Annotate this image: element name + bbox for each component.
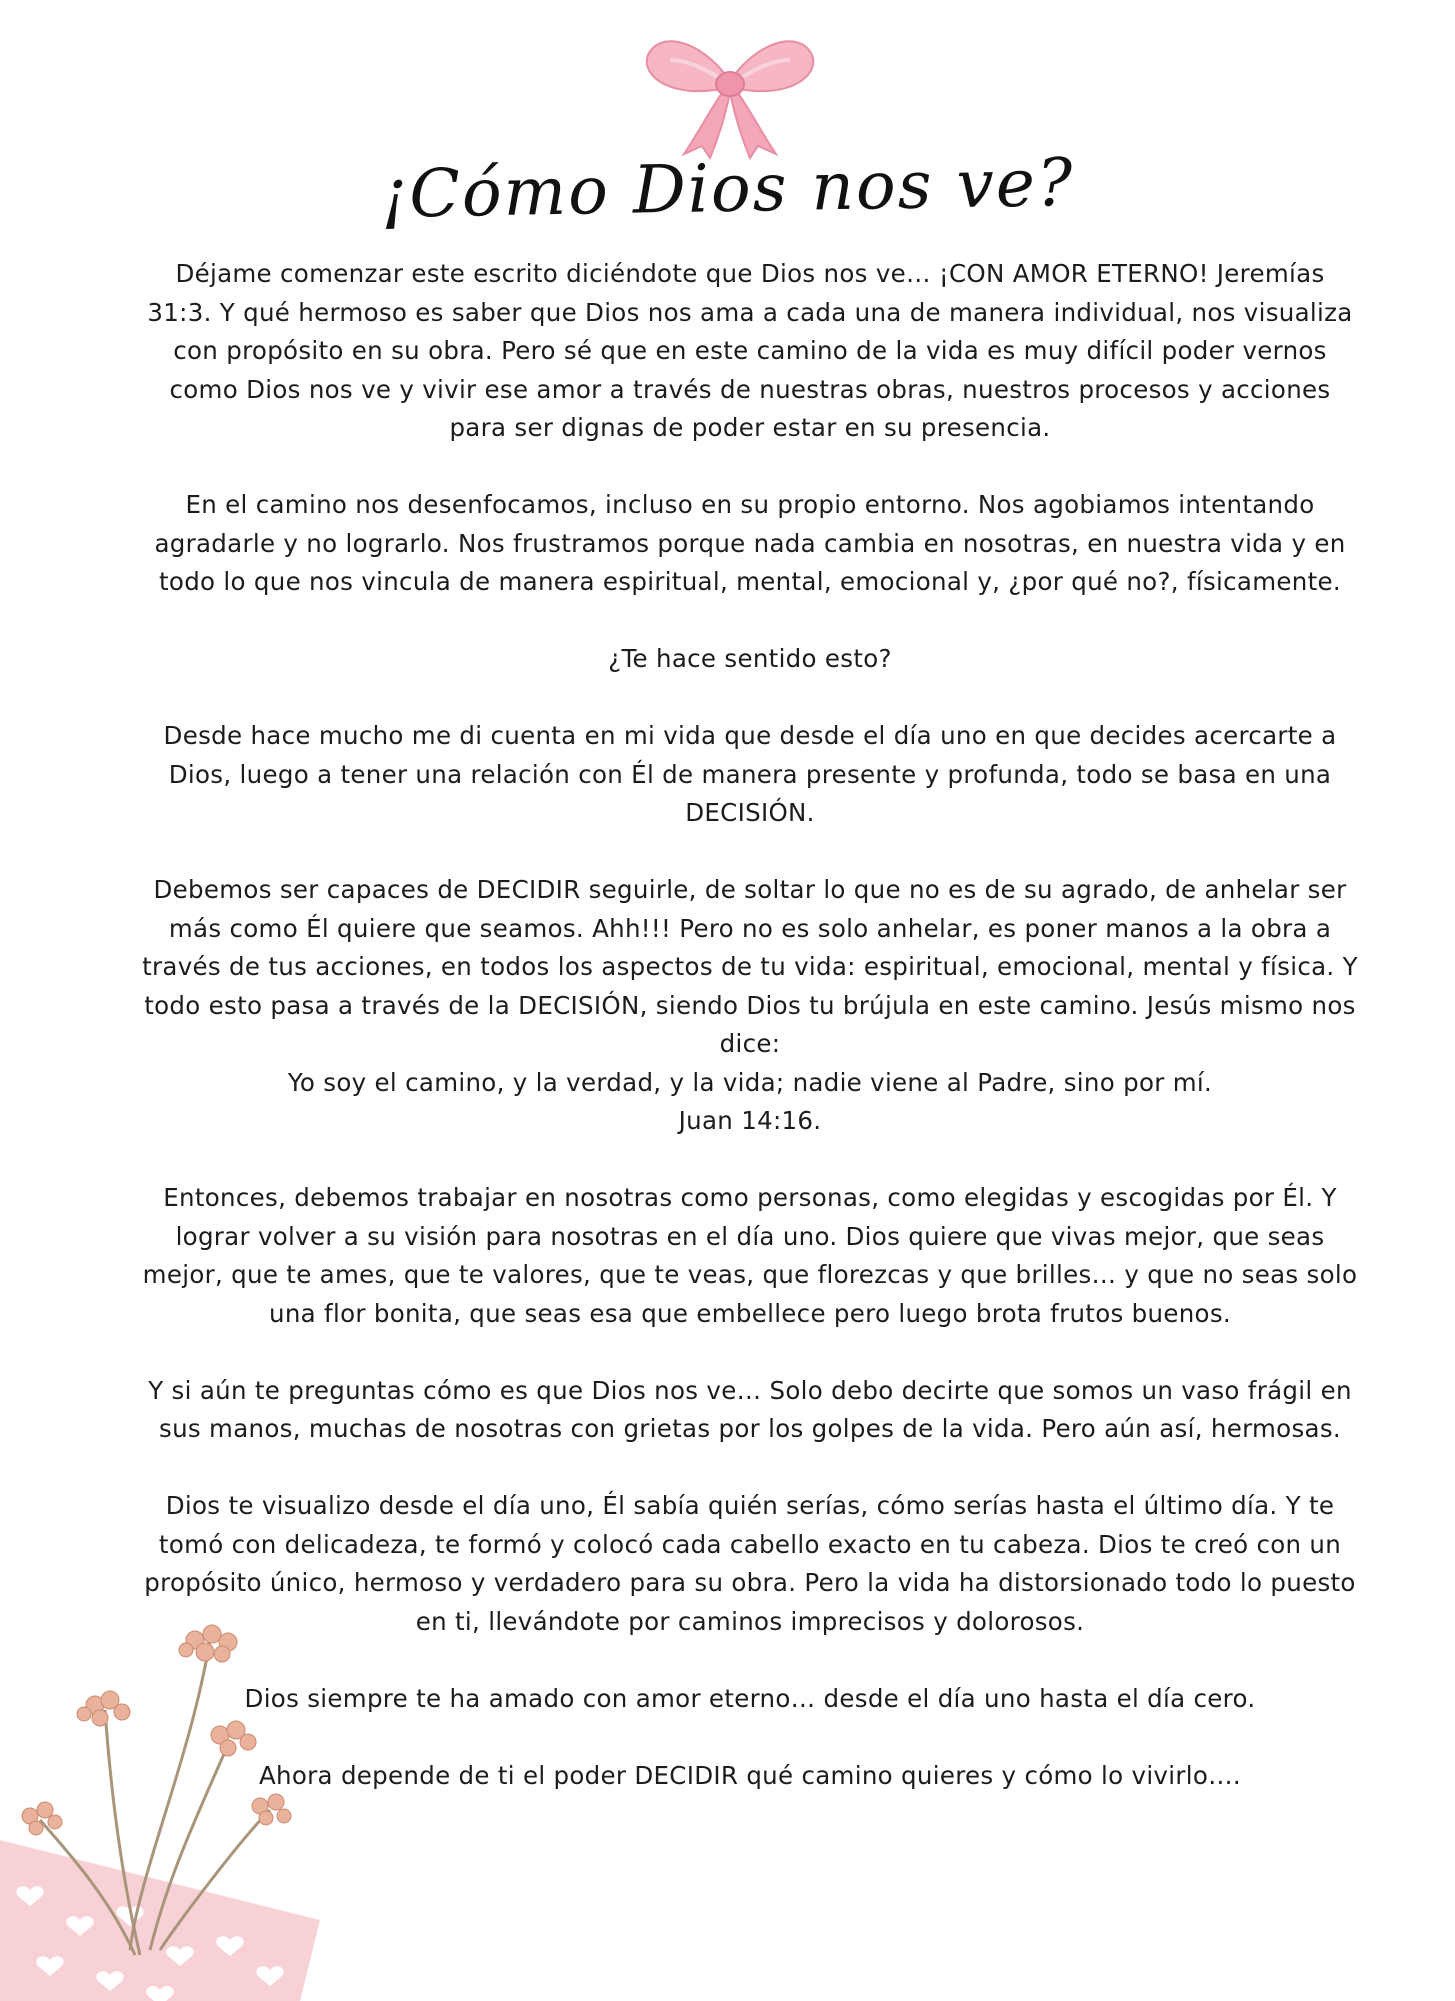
bible-quote: Yo soy el camino, y la verdad, y la vida; nadie viene al Padre, sino por mí. [287,1067,1213,1097]
paragraph-created: Dios te visualizo desde el día uno, Él sabía quién serías, cómo serías hasta el último día. Y te tomó con delicadeza, te formó y colocó cada cabello exacto en tu cabeza. Dios te creó con un propósito único, hermoso y verdadero para su obra. Pero la vida ha distorsionado todo lo puesto en ti, llevándote por caminos imprecisos y dolorosos. [144,1491,1356,1636]
paragraph-work: Entonces, debemos trabajar en nosotras como personas, como elegidas y escogidas por Él. Y lograr volver a su visión para nosotras en el día uno. Dios quiere que vivas mejor, que seas mejor, que te ames, que te valores, que te veas, que florezcas y que brilles… y que no seas solo una flor bonita, que seas esa que embellece pero luego brota frutos buenos. [142,1183,1358,1328]
bible-quote-reference: Juan 14:16. [678,1106,822,1135]
paragraph-eternal-love: Dios siempre te ha amado con amor eterno… desde el día uno hasta el día cero. [244,1683,1256,1713]
paragraph-question: ¿Te hace sentido esto? [608,644,892,673]
paragraph-decide: Debemos ser capaces de DECIDIR seguirle, de soltar lo que no es de su agrado, de anhelar ser más como Él quiere que seamos. Ahh!!! Pero no es solo anhelar, es poner manos a la obra a través de tus acciones, en todos los aspectos de tu vida: espiritual, emocional, mental y física. Y todo esto pasa a través de la DECISIÓN, siendo Dios tu brújula en este camino. Jesús mismo nos dice: [142,875,1358,1058]
dried-flowers-icon [0,1620,340,2001]
paragraph-decision: Desde hace mucho me di cuenta en mi vida que desde el día uno en que decides acercarte a Dios, luego a tener una relación con Él de manera presente y profunda, todo se basa en una DECISIÓN. [163,721,1337,827]
paragraph-closing: Ahora depende de ti el poder DECIDIR qué camino quieres y cómo lo vivirlo…. [259,1760,1241,1790]
paragraph-intro: Déjame comenzar este escrito diciéndote que Dios nos ve… ¡CON AMOR ETERNO! Jeremías 31:3. Y qué hermoso es saber que Dios nos ama a cada una de manera individual, nos visualiza con propósito en su obra. Pero sé que en este camino de la vida es muy difícil poder vernos como Dios nos ve y vivir ese amor a través de nuestras obras, nuestros procesos y acciones para ser dignas de poder estar en su presencia. [147,259,1353,442]
heart-washi-tape-icon [0,1840,320,2001]
paragraph-vessel: Y si aún te preguntas cómo es que Dios nos ve… Solo debo decirte que somos un vaso frágil en sus manos, muchas de nosotras con grietas por los golpes de la vida. Pero aún así, hermosas. [148,1375,1352,1443]
document-body [140,255,1360,1834]
page-title: ¡Cómo Dios nos ve? [380,143,1075,234]
pink-bow-icon [640,30,820,160]
paragraph-path: En el camino nos desenfocamos, incluso en su propio entorno. Nos agobiamos intentando agradarle y no lograrlo. Nos frustramos porque nada cambia en nosotras, en nuestra vida y en todo lo que nos vincula de manera espiritual, mental, emocional y, ¿por qué no?, físicamente. [154,490,1346,596]
